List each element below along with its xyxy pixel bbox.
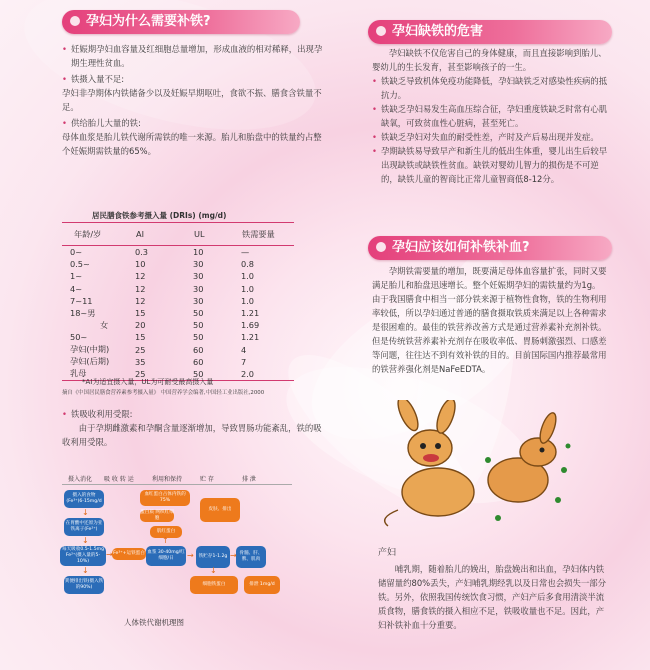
table-header: UL (193, 223, 241, 246)
arrow-right-icon: → (187, 551, 194, 560)
diagram-box-ferritin: 细胞铁蛋白 (190, 576, 238, 594)
table-cell: 50~ (70, 332, 88, 343)
table-row (62, 270, 294, 282)
table-row (62, 331, 294, 343)
diagram-box-intake: 摄入的食物(Fe³⁺)6-15mg/d (64, 490, 104, 508)
arrow-right-icon: → (106, 550, 113, 559)
bullet-fetus-title: • 供给胎儿大量的铁: (62, 116, 326, 130)
table-cell: 1~ (70, 271, 83, 282)
table-header-row (62, 223, 294, 246)
table-header: AI (135, 223, 193, 246)
diagram-header: 吸 收 转 运 (104, 476, 134, 483)
table-row (62, 356, 294, 368)
table-cell: 1.0 (241, 283, 255, 294)
table-cell: 1.21 (241, 308, 260, 319)
table-cell: 12 (135, 283, 146, 294)
bullet-absorption-title: • 铁吸收利用受限: (62, 407, 326, 421)
table-header: 铁需要量 (241, 223, 294, 246)
table-cell: 7 (241, 356, 247, 367)
diagram-box-protein: 蛋白质 网织红细胞 (140, 510, 174, 521)
table-cell: 18~男 (70, 307, 96, 318)
table-title: 居民膳食铁参考摄入量 (DRIs) (mg/d) (92, 211, 227, 220)
table-cell: 20 (135, 320, 146, 331)
table-cell: 50 (193, 332, 204, 343)
arrow-down-icon: ↓ (82, 508, 89, 517)
table-cell: 1.0 (241, 271, 255, 282)
iron-intake-table (62, 222, 294, 381)
section-heading-how: 孕妇应该如何补铁补血? (368, 236, 612, 260)
table-cell: 15 (135, 308, 146, 319)
table-cell: 10 (193, 247, 204, 258)
table-cell: 7~11 (70, 295, 93, 306)
table-cell: 乳母 (62, 368, 135, 381)
table-cell: 12 (135, 295, 146, 306)
table-cell: 0~ (70, 247, 83, 258)
why-text-block (62, 42, 326, 158)
diagram-box-excretion: 排泄 1mg/d (244, 576, 280, 594)
harm-intro: 孕妇缺铁不仅危害自己的身体健康，而且直接影响到胎儿、婴幼儿的生长发育，甚至影响孩子的一生。 (372, 48, 607, 72)
table-cell: 1.21 (241, 332, 260, 343)
heading-dot-icon (376, 26, 386, 36)
heading-dot-icon (70, 16, 80, 26)
table-cell: 4~ (70, 283, 83, 294)
heading-dot-icon (376, 242, 386, 252)
table-header: 年龄/岁 (62, 223, 135, 246)
diagram-box-skin: 皮肤、排出 (200, 498, 240, 522)
diagram-box-myoglobin: 肌红蛋白 (150, 526, 182, 538)
table-cell: 0.5~ (70, 259, 90, 270)
table-row (62, 319, 294, 331)
table-row (62, 307, 294, 319)
diagram-box-storage: 铁贮存1-1.2g (196, 546, 230, 568)
harm-text-block (372, 46, 608, 186)
table-note: *AI为适宜摄入量，UL为可耐受最高摄入量 (82, 378, 214, 386)
how-text-block (372, 264, 608, 376)
section-heading-harm: 孕妇缺铁的危害 (368, 20, 612, 44)
kangaroo-illustration (378, 400, 578, 530)
table-row (62, 283, 294, 295)
table-cell: 孕妇(后期) (70, 356, 110, 367)
table-cell: 0.3 (135, 247, 149, 258)
diagram-box-reduction: 在胃酸中还原为亚铁离子(Fe²⁺) (64, 518, 104, 536)
arrow-up-icon: ↑ (162, 536, 169, 545)
table-cell: 30 (193, 271, 204, 282)
bullet-fetus-body: 母体血浆是胎儿铁代谢所需铁的唯一来源。胎儿和胎盘中的铁量约占整个妊娠期需铁量的65%。 (62, 132, 322, 156)
table-cell: 30 (193, 295, 204, 306)
diagram-box-plasma: 血浆 30-40mg/红细胞/日 (146, 546, 186, 566)
table-cell: — (241, 247, 250, 258)
table-row (62, 295, 294, 307)
diagram-divider (62, 484, 292, 485)
diagram-box-organs: 骨髓、肝、脾、肌肉 (236, 546, 266, 568)
bullet-intake-title: • 铁摄入量不足: (62, 72, 326, 86)
table-cell: 50 (193, 320, 204, 331)
table-cell: 30 (193, 259, 204, 270)
table-cell: 25 (135, 344, 146, 355)
table-cell: 25 (135, 368, 193, 381)
table-cell: 2.0 (241, 368, 294, 381)
table-cell: 10 (135, 259, 146, 270)
table-cell: 4 (241, 344, 247, 355)
harm-bullet: • 铁缺乏孕妇对失血的耐受性差，产时及产后易出现并发症。 (372, 130, 608, 144)
diagram-box-transferrin: Fe³⁺+运铁蛋白 (112, 548, 146, 560)
diagram-box-absorb: 每天吸收0.5-1.5mg Fe²⁺(摄入量的5-10%) (61, 547, 105, 564)
arrow-down-icon: ↓ (210, 566, 217, 575)
arrow-down-icon: ↓ (82, 536, 89, 545)
table-cell: 30 (193, 283, 204, 294)
harm-bullet: • 孕期缺铁易导致早产和新生儿的低出生体重，婴儿出生后较早出现缺铁或缺铁性贫血。缺铁对婴幼儿智力的损伤是不可逆的，缺铁儿童的智商比正常儿童智商低8-12分。 (372, 144, 608, 186)
diagram-header: 摄入消化 (68, 476, 93, 483)
table-cell: 35 (135, 356, 146, 367)
diagram-header: 利用和保持 (152, 476, 183, 483)
diagram-box-feces: 粪便排出铁(摄入铁的90%) (64, 576, 104, 594)
postpartum-block (378, 546, 610, 632)
how-body: 孕期铁需要量的增加，既要满足母体血容量扩张，同时又要满足胎儿和胎盘迅速增长。整个妊娠期孕妇的需铁量约为1g。由于我国膳食中相当一部分铁来源于植物性食物，铁的生物利用率较低，所以孕妇通过普通的膳食摄取铁质来满足以上各种需求是很困难的。最佳的铁营养改善方式是通过营养素补充剂补铁。但是传统铁营养素补充剂存在吸收率低、胃肠刺激强烈、口感差等问题，往往达不到有效补铁的目的。目前国际国内推荐最常用的铁营养强化剂是NaFeEDTA。 (372, 266, 607, 374)
diagram-caption: 人体铁代谢机理图 (124, 618, 184, 627)
section-heading-why: 孕妇为什么需要补铁? (62, 10, 300, 34)
table-cell: 60 (193, 344, 204, 355)
table-cell: 0.8 (241, 259, 255, 270)
harm-bullet: • 铁缺乏导致机体免疫功能降低，孕妇缺铁乏对感染性疾病的抵抗力。 (372, 74, 608, 102)
table-row (62, 258, 294, 270)
table-cell: 女 (100, 319, 109, 330)
bullet-intro: • 妊娠期孕妇血容量及红细胞总量增加，形成血液的相对稀释，出现孕期生理性贫血。 (62, 42, 326, 70)
diagram-header: 排 泄 (242, 476, 256, 483)
harm-bullet: • 铁缺乏孕妇易发生高血压综合征，孕妇重度铁缺乏时常有心肌缺氧，可致贫血性心脏病，甚至死亡。 (372, 102, 608, 130)
table-cell: 15 (135, 332, 146, 343)
postpartum-title: 产妇 (378, 548, 397, 558)
table-cell: 1.0 (241, 295, 255, 306)
bullet-absorption-body: 由于孕期雌激素和孕酮含量逐渐增加，导致胃肠功能紊乱，铁的吸收利用受限。 (62, 423, 322, 447)
bullet-intake-body: 孕妇非孕期体内铁储备少以及妊娠早期呕吐，食欲不振、膳食含铁量不足。 (62, 88, 322, 112)
table-cell: 50 (193, 308, 204, 319)
arrow-right-icon: → (230, 551, 237, 560)
table-cell: 孕妇(中期) (70, 344, 110, 355)
arrow-down-icon: ↓ (82, 566, 89, 575)
table-cell: 12 (135, 271, 146, 282)
table-row (62, 344, 294, 356)
table-source: 摘自《中国居民膳食营养素参考摄入量》 中国营养学会编著,中国轻工业出版社,2000 (62, 390, 265, 396)
postpartum-body: 哺乳期，随着胎儿的娩出，胎盘娩出和出血，孕妇体内铁储留量约80%丢失，产妇哺乳期经乳以及日常也会损失一部分铁。另外，依照我国传统饮食习惯，产妇产后多食用清淡半流质食物，膳食铁的摄入相应不足，铁吸收量也不足。因此，产妇补铁补血十分重要。 (378, 564, 606, 630)
diagram-header: 贮 存 (200, 476, 214, 483)
absorption-block (62, 407, 326, 449)
table-cell: 50 (193, 368, 241, 381)
table-row (62, 246, 294, 259)
diagram-box-hemoglobin: 血红蛋白占体内铁的75% (140, 490, 190, 506)
table-cell: 60 (193, 356, 204, 367)
table-cell: 1.69 (241, 320, 260, 331)
